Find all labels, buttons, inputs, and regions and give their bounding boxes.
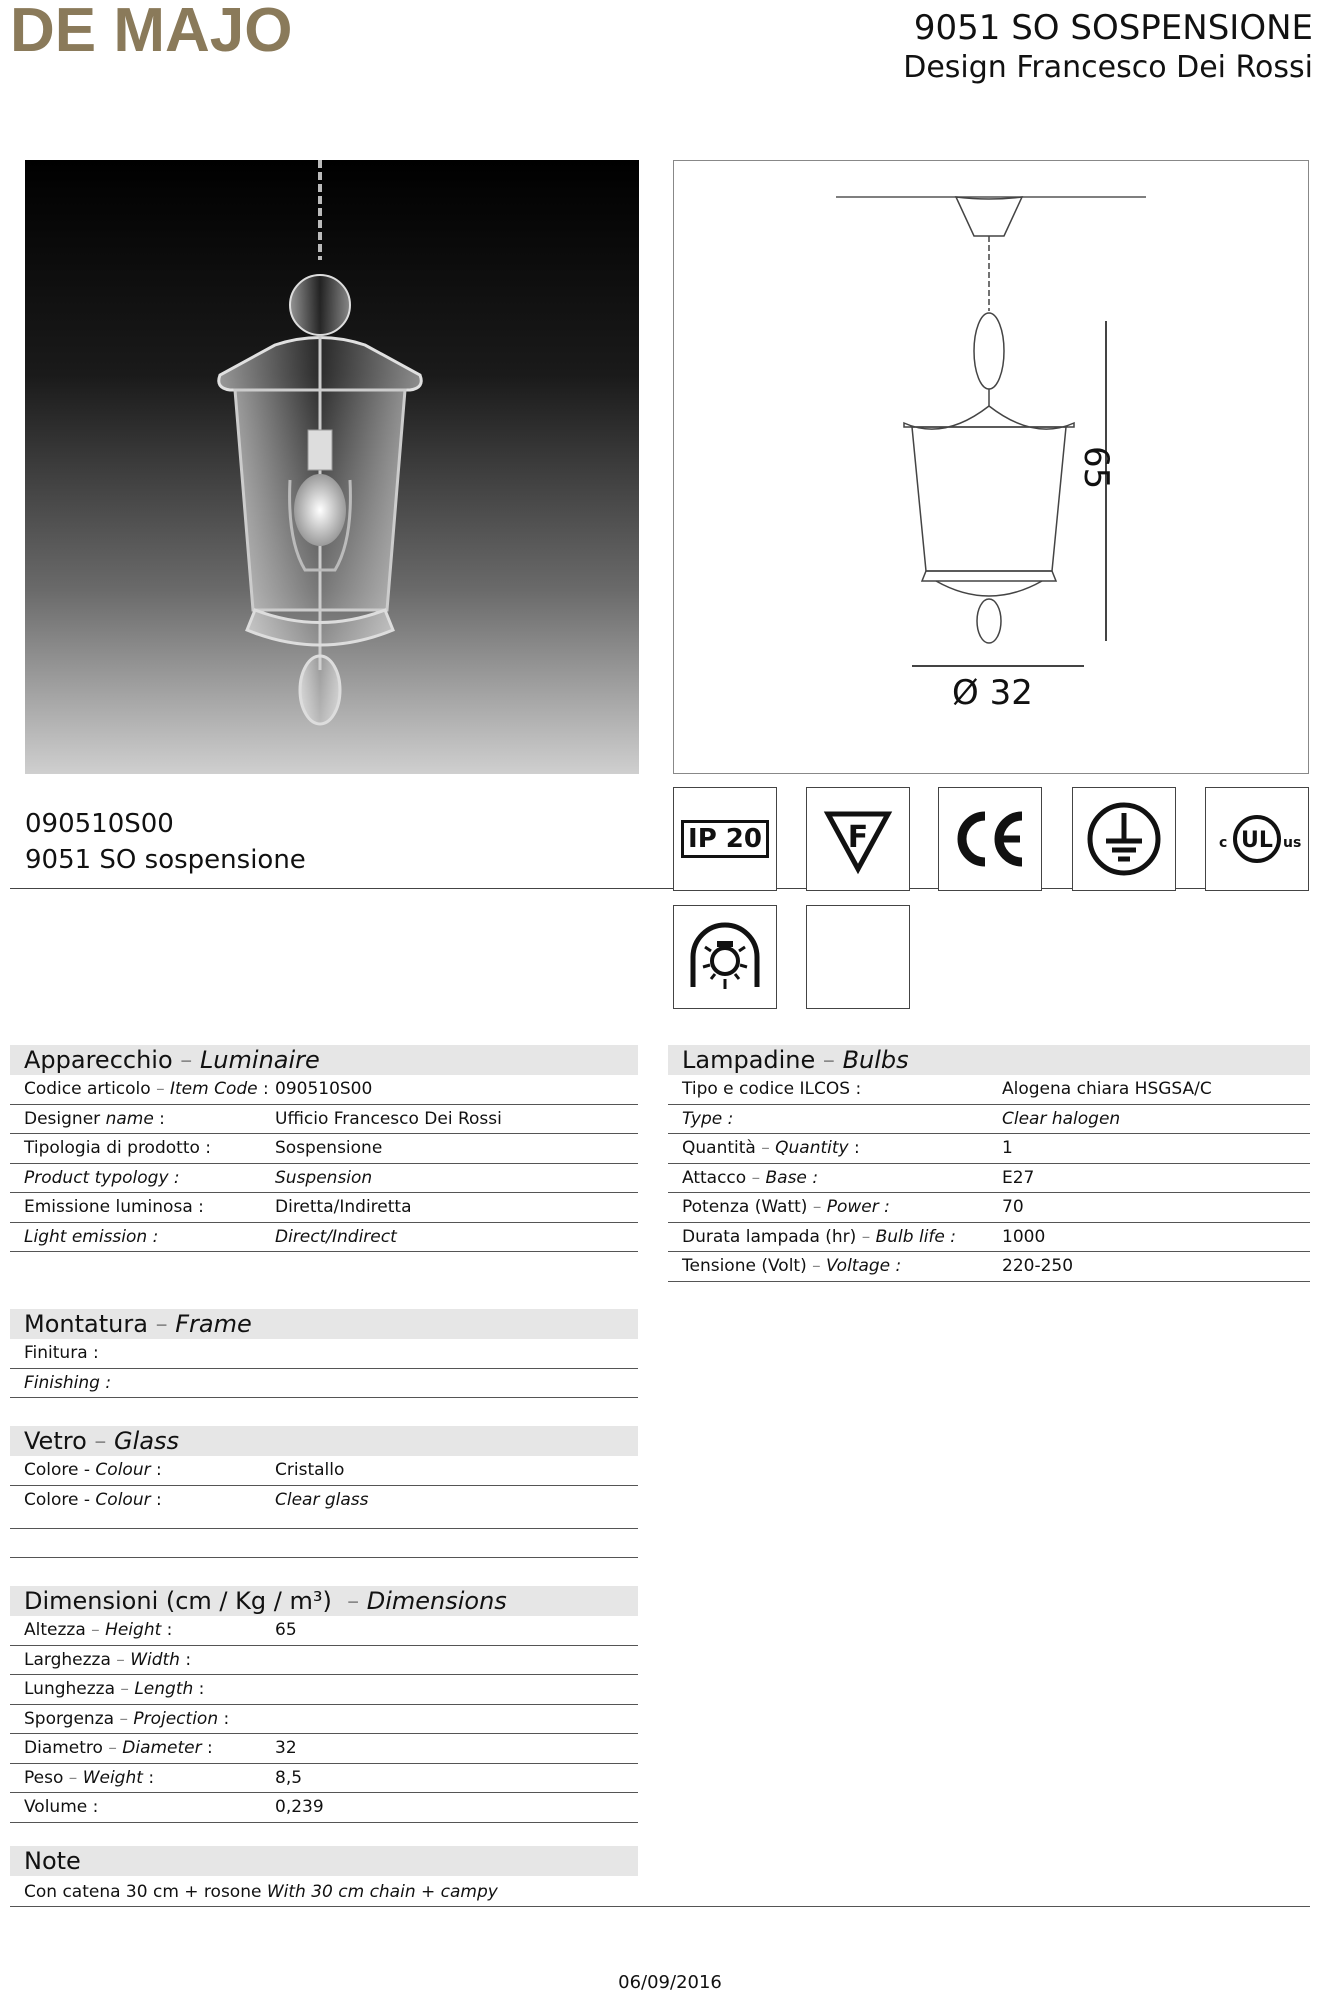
ul-mark-badge xyxy=(1205,787,1309,891)
table-row: Light emission : Direct/Indirect xyxy=(10,1223,638,1253)
bulbs-header: Lampadine – Bulbs xyxy=(668,1045,1310,1075)
ul-us-text: us xyxy=(1283,835,1302,851)
luminaire-section xyxy=(10,1045,638,1252)
ul-mark-text: UL xyxy=(1241,828,1273,853)
product-name: 9051 SO sospensione xyxy=(25,845,306,875)
ip-rating-badge xyxy=(673,787,777,891)
table-row: Potenza (Watt) – Power : 70 xyxy=(668,1193,1310,1223)
table-row: Colore - Colour : Clear glass xyxy=(10,1486,638,1529)
table-row: Attacco – Base : E27 xyxy=(668,1164,1310,1194)
table-row: Tensione (Volt) – Voltage : 220-250 xyxy=(668,1252,1310,1282)
note-text: Con catena 30 cm + rosone With 30 cm chain + campy xyxy=(24,1882,498,1902)
f-triangle-icon xyxy=(818,799,898,879)
table-row: Finitura : xyxy=(10,1339,638,1369)
note-header: Note xyxy=(10,1846,638,1876)
glass-section xyxy=(10,1426,638,1558)
frame-section xyxy=(10,1309,638,1398)
ul-listed-icon xyxy=(1209,809,1305,869)
brand-logo: DE MAJO xyxy=(10,0,293,65)
product-code: 090510S00 xyxy=(25,809,174,839)
table-row: Tipologia di prodotto : Sospensione xyxy=(10,1134,638,1164)
dimensions-section xyxy=(10,1586,638,1823)
ip-rating-text: IP 20 xyxy=(681,820,769,858)
table-row: Diametro – Diameter : 32 xyxy=(10,1734,638,1764)
ce-mark-badge xyxy=(938,787,1042,891)
luminaire-header: Apparecchio – Luminaire xyxy=(10,1045,638,1075)
table-row: Product typology : Suspension xyxy=(10,1164,638,1194)
table-row: Durata lampada (hr) – Bulb life : 1000 xyxy=(668,1223,1310,1253)
ground-icon xyxy=(1084,799,1164,879)
lamp-bulb-icon xyxy=(685,917,765,997)
table-row: Emissione luminosa : Diretta/Indiretta xyxy=(10,1193,638,1223)
f-mark-badge xyxy=(806,787,910,891)
glass-header: Vetro – Glass xyxy=(10,1426,638,1456)
frame-header: Montatura – Frame xyxy=(10,1309,638,1339)
table-row: Designer name : Ufficio Francesco Dei Rossi xyxy=(10,1105,638,1135)
product-photo xyxy=(25,160,639,774)
table-row: Type : Clear halogen xyxy=(668,1105,1310,1135)
table-row: Codice articolo – Item Code : 090510S00 xyxy=(10,1075,638,1105)
bulb-symbol-badge xyxy=(673,905,777,1009)
diameter-dimension-label: Ø 32 xyxy=(952,673,1033,713)
dimensions-header: Dimensioni (cm / Kg / m³) – Dimensions xyxy=(10,1586,638,1616)
page-title xyxy=(903,8,1313,88)
table-row: Colore - Colour : Cristallo xyxy=(10,1456,638,1486)
height-dimension-label: 65 xyxy=(1076,446,1116,490)
lamp-photo-illustration xyxy=(25,160,639,774)
designer-subtitle: Design Francesco Dei Rossi xyxy=(903,50,1313,85)
ul-c-text: c xyxy=(1219,835,1228,851)
table-row: Peso – Weight : 8,5 xyxy=(10,1764,638,1794)
table-row: Volume : 0,239 xyxy=(10,1793,638,1823)
table-row: Sporgenza – Projection : xyxy=(10,1705,638,1735)
table-row: Tipo e codice ILCOS : Alogena chiara HSGSA/C xyxy=(668,1075,1310,1105)
table-row xyxy=(10,1529,638,1559)
table-row: Larghezza – Width : xyxy=(10,1646,638,1676)
note-section xyxy=(10,1846,638,1876)
product-identifier xyxy=(25,806,306,878)
table-row: Quantità – Quantity : 1 xyxy=(668,1134,1310,1164)
technical-drawing xyxy=(673,160,1309,774)
f-mark-text: F xyxy=(847,820,869,855)
bulbs-section xyxy=(668,1045,1310,1282)
divider xyxy=(10,1906,1310,1907)
ground-symbol-badge xyxy=(1072,787,1176,891)
ce-mark-icon xyxy=(950,804,1030,874)
empty-badge xyxy=(806,905,910,1009)
table-row: Altezza – Height : 65 xyxy=(10,1616,638,1646)
table-row: Lunghezza – Length : xyxy=(10,1675,638,1705)
print-date: 06/09/2016 xyxy=(618,1972,722,1993)
table-row: Finishing : xyxy=(10,1369,638,1399)
product-title: 9051 SO SOSPENSIONE xyxy=(913,8,1313,48)
